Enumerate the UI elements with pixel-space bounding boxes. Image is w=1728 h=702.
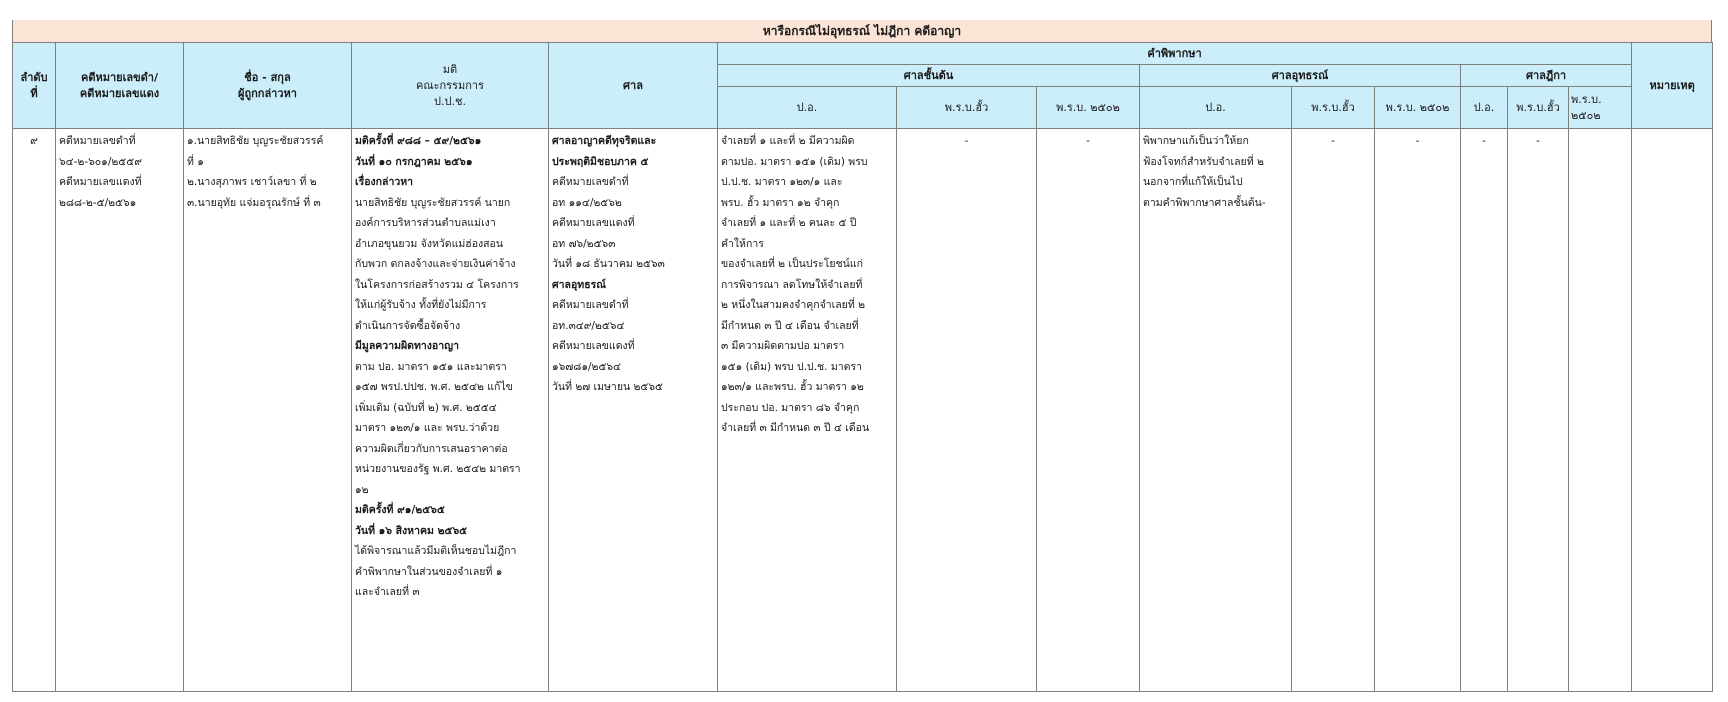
header-judgment: คำพิพากษา: [718, 43, 1632, 65]
court-1-text: คดีหมายเลขดำที่ อท ๑๑๔/๒๕๖๒ คดีหมายเลขแดงที่ อท ๗๖/๒๕๖๓ วันที่ ๑๘ ธันวาคม ๒๕๖๓: [552, 176, 665, 270]
cell-supreme-po: -: [1461, 129, 1508, 692]
header-appeal-court: ศาลอุทธรณ์: [1140, 65, 1461, 87]
header-appeal-hua: พ.ร.บ.ฮั้ว: [1292, 87, 1375, 129]
resolution-1-date: วันที่ ๑๐ กรกฎาคม ๒๕๖๑: [355, 155, 473, 168]
resolution-subject-label: เรื่องกล่าวหา: [355, 176, 414, 188]
resolution-1-label: มติครั้งที่ ๙๘๘ – ๕๙/๒๕๖๑: [355, 135, 482, 147]
header-case-no: คดีหมายเลขดำ/ คดีหมายเลขแดง: [56, 43, 184, 129]
header-first-po: ป.อ.: [718, 87, 897, 129]
header-supreme-po: ป.อ.: [1461, 87, 1508, 129]
cell-order: ๙: [13, 129, 56, 692]
cell-court: [549, 129, 718, 692]
table-row: [13, 129, 1713, 692]
resolution-finding-text: ตาม ปอ. มาตรา ๑๕๑ และมาตรา ๑๕๗ พรป.ปปช. พ.ศ. ๒๕๔๒ แก้ไข เพิ่มเติม (ฉบับที่ ๒) พ.ศ. ๒๕๕๔ มาตรา ๑๒๓/๑ และ พรบ.ว่าด้วย ความผิดเกี่ยวกับการเสนอราคาต่อ หน่วยงานของรัฐ พ.ศ. ๒๕๔๒ มาตรา ๑๒: [355, 360, 521, 496]
cell-case-no: คดีหมายเลขดำที่ ๖๔-๒-๖๐๑/๒๕๕๙ คดีหมายเลขแดงที่ ๒๘๘-๒-๕/๒๕๖๑: [56, 129, 184, 692]
court-1-name: ศาลอาญาคดีทุจริตและ ประพฤติมิชอบภาค ๕: [552, 135, 657, 168]
cell-appeal-po: พิพากษาแก้เป็นว่าให้ยก ฟ้องโจทก์สำหรับจำเลยที่ ๒ นอกจากที่แก้ให้เป็นไป ตามคำพิพากษาศาลชั้นต้น-: [1140, 129, 1292, 692]
judgment-sheet: [12, 20, 1712, 692]
resolution-finding-label: มีมูลความผิดทางอาญา: [355, 340, 459, 352]
header-resolution: มติ คณะกรรมการ ป.ป.ช.: [352, 43, 549, 129]
resolution-2-date: วันที่ ๑๖ สิงหาคม ๒๕๖๕: [355, 524, 468, 537]
header-supreme-court: ศาลฎีกา: [1461, 65, 1632, 87]
resolution-subject-text: นายสิทธิชัย บุญระชัยสวรรค์ นายก องค์การบริหารส่วนตำบลแม่เงา อำเภอขุนยวม จังหวัดแม่ฮ่องสอน กับพวก ตกลงจ้างและจ่ายเงินค่าจ้าง ในโครงการก่อสร้างรวม ๔ โครงการ ให้แก่ผู้รับจ้าง ทั้งที่ยังไม่มีการ ดำเนินการจัดซื้อจัดจ้าง: [355, 196, 519, 332]
header-supreme-2502: พ.ร.บ. ๒๕๐๒: [1569, 87, 1632, 129]
cell-remark: [1632, 129, 1713, 692]
court-2-text: คดีหมายเลขดำที่ อท.๓๔๙/๒๕๖๔ คดีหมายเลขแดงที่ ๑๖๗๘๑/๒๕๖๔ วันที่ ๒๗ เมษายน ๒๕๖๕: [552, 299, 663, 393]
header-supreme-hua: พ.ร.บ.ฮั้ว: [1508, 87, 1569, 129]
cell-appeal-hua: -: [1292, 129, 1375, 692]
cell-resolution: [352, 129, 549, 692]
header-name: ชื่อ - สกุล ผู้ถูกกล่าวหา: [184, 43, 352, 129]
resolution-2-text: ได้พิจารณาแล้วมีมติเห็นชอบไม่ฎีกา คำพิพากษาในส่วนของจำเลยที่ ๑ และจำเลยที่ ๓: [355, 545, 517, 598]
resolution-2-label: มติครั้งที่ ๙๑/๒๕๖๕: [355, 504, 445, 516]
judgment-table: [12, 42, 1713, 692]
cell-names: ๑.นายสิทธิชัย บุญระชัยสวรรค์ ที่ ๑ ๒.นางสุภาพร เชาว์เลขา ที่ ๒ ๓.นายอุทัย แจ่มอรุณรักษ์ ที่ ๓: [184, 129, 352, 692]
header-order: ลำดับ ที่: [13, 43, 56, 129]
header-first-2502: พ.ร.บ. ๒๕๐๒: [1037, 87, 1140, 129]
header-court: ศาล: [549, 43, 718, 129]
header-appeal-2502: พ.ร.บ. ๒๕๐๒: [1375, 87, 1461, 129]
header-remark: หมายเหตุ: [1632, 43, 1713, 129]
cell-supreme-hua: -: [1508, 129, 1569, 692]
header-appeal-po: ป.อ.: [1140, 87, 1292, 129]
cell-supreme-2502: [1569, 129, 1632, 692]
cell-first-po: จำเลยที่ ๑ และที่ ๒ มีความผิด ตามปอ. มาตรา ๑๕๑ (เดิม) พรบ ป.ป.ช. มาตรา ๑๒๓/๑ และ พรบ. ฮั้ว มาตรา ๑๒ จำคุก จำเลยที่ ๑ และที่ ๒ คนละ ๕ ปี คำให้การ ของจำเลยที่ ๒ เป็นประโยชน์แก่ การพิจารณา ลดโทษให้จำเลยที่ ๒ หนึ่งในสามคงจำคุกจำเลยที่ ๒ มีกำหนด ๓ ปี ๔ เดือน จำเลยที่ ๓ มีความผิดตามปอ มาตรา ๑๕๑ (เดิม) พรบ ป.ป.ช. มาตรา ๑๒๓/๑ และพรบ. ฮั้ว มาตรา ๑๒ ประกอบ ปอ. มาตรา ๘๖ จำคุก จำเลยที่ ๓ มีกำหนด ๓ ปี ๔ เดือน: [718, 129, 897, 692]
cell-first-2502: -: [1037, 129, 1140, 692]
cell-appeal-2502: -: [1375, 129, 1461, 692]
header-first-court: ศาลชั้นต้น: [718, 65, 1140, 87]
cell-first-hua: -: [897, 129, 1037, 692]
sheet-title: หารือกรณีไม่อุทธรณ์ ไม่ฎีกา คดีอาญา: [12, 20, 1712, 42]
court-2-name: ศาลอุทธรณ์: [552, 278, 607, 291]
header-first-hua: พ.ร.บ.ฮั้ว: [897, 87, 1037, 129]
